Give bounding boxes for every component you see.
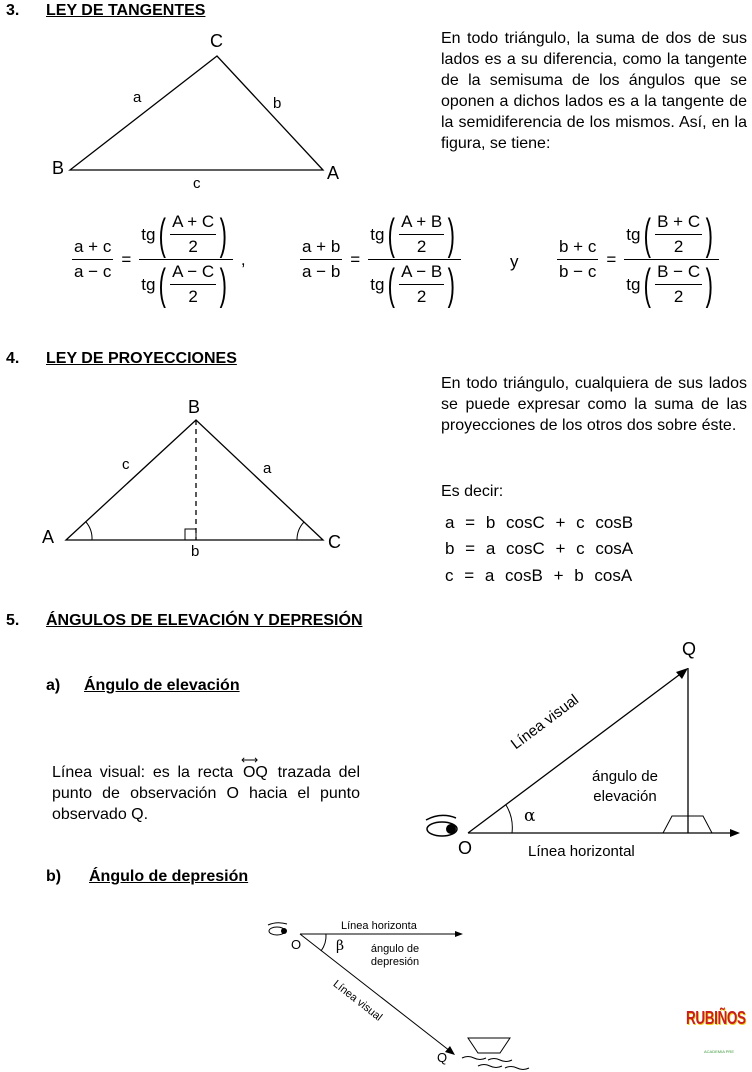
definition-post: trazada del punto de observación O hacia el punto observado Q. (52, 764, 361, 823)
side-b: b (191, 543, 200, 560)
oq-line-notation: ⟷ OQ (240, 753, 268, 781)
conjunction-y: y (510, 252, 519, 271)
rhs-den: B − C (655, 262, 702, 285)
tg: tg (141, 274, 156, 294)
vertex-A: A (42, 527, 55, 547)
rhs-num: B + C (655, 212, 702, 235)
angle-arc-C (297, 522, 304, 540)
tg: tg (626, 224, 641, 244)
water-waves (462, 1057, 529, 1070)
two: 2 (416, 287, 427, 306)
vertex-B: B (52, 158, 65, 178)
side-b: b (273, 95, 282, 112)
logo-text: RUBIÑOS (686, 1008, 746, 1028)
subsection-b-number: b) (46, 868, 62, 885)
tangent-formula-3: $\frac{b + c}{b - c}$ = tg ( $\frac{B + C}{2}$ ) tg ( $\frac{B - C}{2}$ ) (557, 212, 719, 307)
projection-formula-2: b = a cosC + c cosA (445, 539, 634, 558)
projection-triangle (66, 420, 323, 540)
two: 2 (673, 237, 684, 256)
two: 2 (416, 237, 427, 256)
rhs-num: A + C (170, 212, 216, 235)
elevation-angle-label: ángulo de elevación (592, 768, 658, 805)
rhs-den: A − C (170, 262, 216, 285)
point-O: O (458, 838, 473, 858)
tangent-triangle (70, 56, 323, 170)
point-Q: Q (682, 639, 697, 659)
point-O-small: O (291, 937, 302, 952)
projection-law-text: En todo triángulo, cualquiera de sus lados se puede expresar como la suma de las proyecciones de los otros dos sobre éste. (441, 375, 747, 434)
tg: tg (370, 224, 385, 244)
tg: tg (370, 274, 385, 294)
two: 2 (673, 287, 684, 306)
visual-line-definition (52, 753, 361, 825)
equals: = (121, 249, 132, 269)
lhs-num: a + c (72, 237, 113, 260)
rubinos-logo (686, 1008, 752, 1054)
beta-symbol: β (336, 938, 345, 954)
projection-formula-1: a = b cosC + c cosB (445, 513, 634, 532)
point-Q-small: Q (437, 1050, 448, 1065)
eye-icon-small (268, 923, 287, 935)
section-5-title: ÁNGULOS DE ELEVACIÓN Y DEPRESIÓN (46, 612, 363, 629)
rhs-num: A + B (399, 212, 444, 235)
two: 2 (188, 287, 198, 306)
lhs-den: b − c (559, 262, 597, 281)
depression-angle-label: ángulo de depresión (370, 943, 420, 968)
section-5-number: 5. (6, 612, 20, 629)
section-3-title: LEY DE TANGENTES (46, 2, 206, 19)
lhs-den: a − c (74, 262, 112, 281)
side-c: c (122, 456, 130, 473)
es-decir: Es decir: (441, 483, 504, 500)
equals: = (606, 249, 617, 269)
vertex-A: A (327, 163, 340, 183)
section-3-number: 3. (6, 2, 20, 19)
equals: = (350, 249, 361, 269)
alpha-symbol: α (524, 806, 536, 826)
definition-pre: Línea visual: es la recta (52, 764, 234, 781)
tangent-law-text: En todo triángulo, la suma de dos de sus lados es a su diferencia, como la tangente de la semisuma de los ángulos que se oponen a dichos lados es a la tangente de la semidiferencia de los mismos. Así, en la figura, se tiene: (441, 30, 747, 152)
lhs-den: a − b (302, 262, 341, 281)
lhs-num: a + b (300, 237, 342, 260)
horizontal-line-label-small: Línea horizonta (341, 920, 417, 932)
two: 2 (188, 237, 198, 256)
tangent-formula-2: $\frac{a + b}{a - b}$ = tg ( $\frac{A + B}{2}$ ) tg ( $\frac{A - B}{2}$ ) (300, 212, 461, 307)
side-c: c (193, 175, 201, 192)
tangent-formula-1: $\frac{a + c}{a - c}$ = tg ( $\frac{A + C}{2}$ ) tg ( $\frac{A - C}{2}$ ) , (74, 209, 246, 309)
boat-shape (468, 1038, 510, 1053)
logo-subtext: ACADEMIA PRE (703, 1049, 734, 1054)
horizontal-line-label: Línea horizontal (528, 843, 635, 860)
visual-line-label-small: Línea visual (330, 978, 385, 1024)
side-a: a (133, 89, 142, 106)
lhs-num: b + c (557, 237, 598, 260)
subsection-b-title: Ángulo de depresión (89, 868, 249, 885)
projection-formula-3: c = a cosB + b cosA (445, 566, 633, 585)
right-angle-mark (185, 529, 196, 540)
section-4-title: LEY DE PROYECCIONES (46, 350, 237, 367)
angle-arc-alpha (506, 805, 512, 833)
angle-arc-A (86, 522, 92, 540)
tg: tg (141, 224, 156, 244)
side-a: a (263, 460, 272, 477)
vertex-C: C (210, 31, 223, 51)
vertex-C: C (328, 532, 341, 552)
comma: , (240, 249, 246, 269)
subsection-a-number: a) (46, 677, 61, 694)
vertex-B: B (188, 397, 201, 417)
eye-icon (426, 815, 457, 836)
subsection-a-title: Ángulo de elevación (84, 677, 240, 694)
section-4-number: 4. (6, 350, 20, 367)
tg: tg (626, 274, 641, 294)
rhs-den: A − B (399, 262, 444, 285)
visual-line-label: Línea visual (507, 691, 582, 753)
oq-label: OQ (242, 764, 268, 781)
